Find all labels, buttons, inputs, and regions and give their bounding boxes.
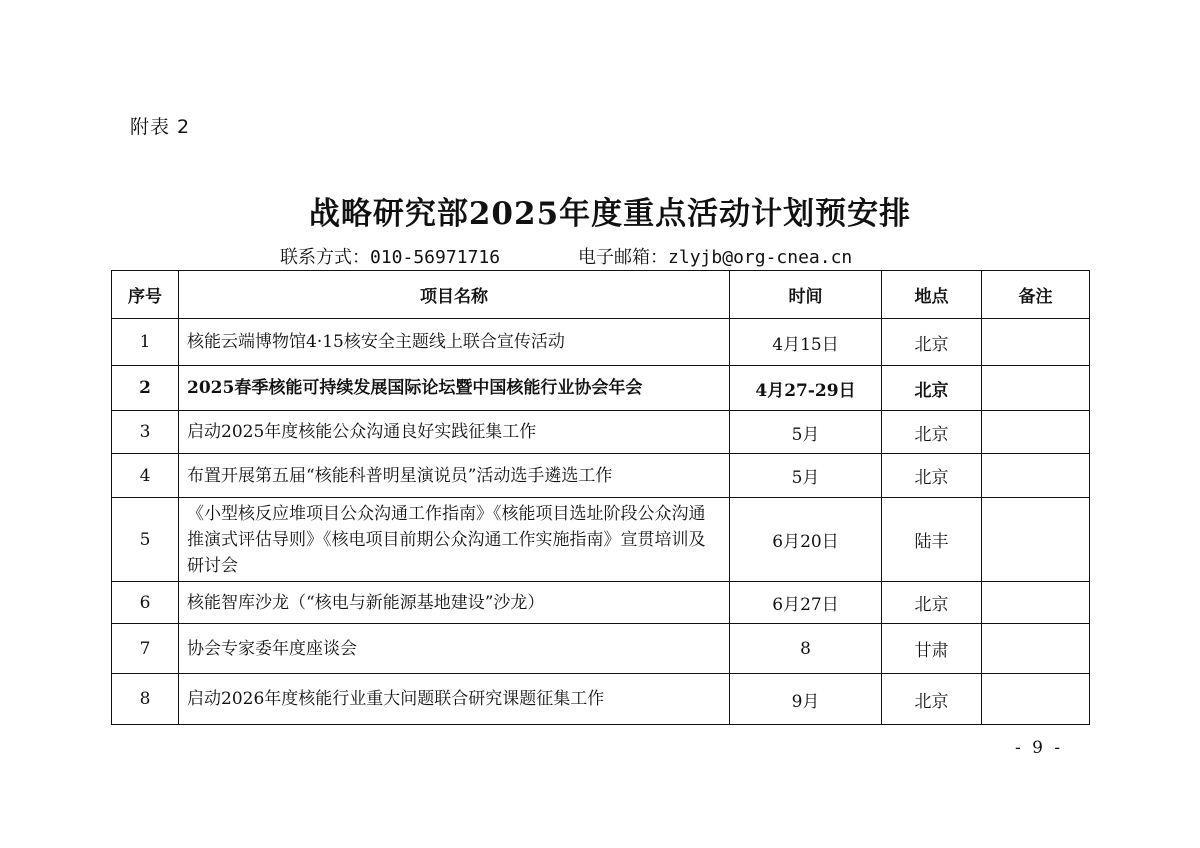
row-note	[982, 624, 1090, 674]
row-index: 8	[112, 674, 179, 725]
row-place: 北京	[882, 582, 982, 624]
contact-line	[280, 243, 852, 269]
row-note	[982, 582, 1090, 624]
table-row	[112, 624, 1090, 674]
header-place: 地点	[882, 271, 982, 319]
row-index: 4	[112, 454, 179, 498]
document-title: 战略研究部2025年度重点活动计划预安排	[308, 196, 912, 232]
row-index: 2	[112, 366, 179, 411]
table-row	[112, 498, 1090, 582]
row-note	[982, 319, 1090, 366]
row-index: 3	[112, 411, 179, 454]
row-note	[982, 454, 1090, 498]
row-time: 4月27-29日	[730, 366, 882, 411]
row-time: 6月20日	[730, 498, 882, 582]
row-name: 布置开展第五届“核能科普明星演说员”活动选手遴选工作	[179, 454, 730, 498]
header-note: 备注	[982, 271, 1090, 319]
contact-email: 电子邮箱：zlyjb@org-cnea.cn	[578, 247, 853, 268]
table-row	[112, 366, 1090, 411]
contact-phone: 联系方式：010-56971716	[280, 247, 501, 268]
row-index: 1	[112, 319, 179, 366]
row-time: 4月15日	[730, 319, 882, 366]
row-place: 北京	[882, 319, 982, 366]
row-name: 《小型核反应堆项目公众沟通工作指南》《核能项目选址阶段公众沟通推演式评估导则》《核电项目前期公众沟通工作实施指南》宣贯培训及研讨会	[179, 498, 730, 582]
row-time: 8	[730, 624, 882, 674]
row-place: 北京	[882, 411, 982, 454]
row-time: 5月	[730, 411, 882, 454]
row-index: 7	[112, 624, 179, 674]
page-number: - 9 -	[1015, 738, 1064, 758]
table-row	[112, 582, 1090, 624]
row-time: 5月	[730, 454, 882, 498]
activity-plan-table	[111, 270, 1090, 725]
row-place: 陆丰	[882, 498, 982, 582]
row-note	[982, 498, 1090, 582]
row-note	[982, 366, 1090, 411]
header-index: 序号	[112, 271, 179, 319]
row-note	[982, 411, 1090, 454]
row-place: 北京	[882, 366, 982, 411]
row-note	[982, 674, 1090, 725]
row-name: 启动2026年度核能行业重大问题联合研究课题征集工作	[179, 674, 730, 725]
row-time: 6月27日	[730, 582, 882, 624]
table-header-row	[112, 271, 1090, 319]
row-name: 启动2025年度核能公众沟通良好实践征集工作	[179, 411, 730, 454]
row-name: 2025春季核能可持续发展国际论坛暨中国核能行业协会年会	[179, 366, 730, 411]
row-name: 核能智库沙龙（“核电与新能源基地建设”沙龙）	[179, 582, 730, 624]
row-index: 6	[112, 582, 179, 624]
row-place: 甘肃	[882, 624, 982, 674]
row-name: 核能云端博物馆4·15核安全主题线上联合宣传活动	[179, 319, 730, 366]
header-time: 时间	[730, 271, 882, 319]
row-time: 9月	[730, 674, 882, 725]
row-index: 5	[112, 498, 179, 582]
table-row	[112, 674, 1090, 725]
header-name: 项目名称	[179, 271, 730, 319]
table-row	[112, 319, 1090, 366]
attachment-label: 附表 2	[130, 116, 191, 138]
row-place: 北京	[882, 674, 982, 725]
table-row	[112, 411, 1090, 454]
row-place: 北京	[882, 454, 982, 498]
row-name: 协会专家委年度座谈会	[179, 624, 730, 674]
table-row	[112, 454, 1090, 498]
